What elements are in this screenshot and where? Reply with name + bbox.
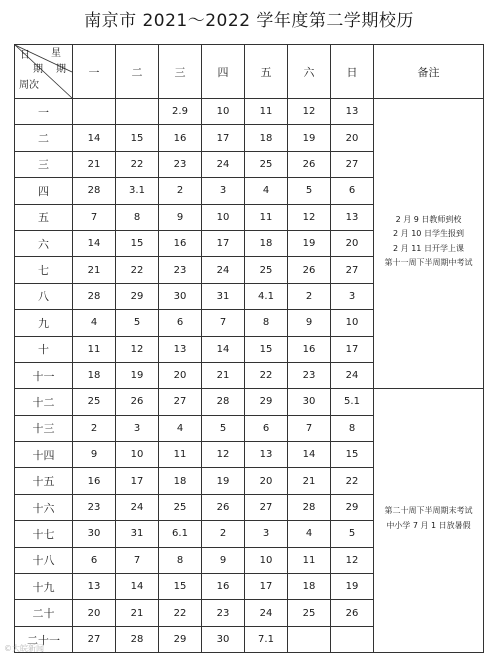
date-cell: 30 [288, 389, 331, 415]
date-cell: 7 [73, 204, 116, 230]
date-cell: 28 [202, 389, 245, 415]
date-cell: 17 [202, 125, 245, 151]
date-cell: 21 [73, 151, 116, 177]
date-cell: 28 [116, 626, 159, 652]
date-cell: 6 [331, 178, 374, 204]
date-cell: 6 [73, 547, 116, 573]
date-cell: 6 [245, 415, 288, 441]
note-line: 2 月 10 日学生报到 [393, 229, 464, 239]
date-cell: 22 [116, 151, 159, 177]
date-cell: 25 [288, 600, 331, 626]
date-cell: 19 [288, 230, 331, 256]
calendar-body [15, 99, 484, 653]
date-cell: 5 [116, 310, 159, 336]
date-cell: 24 [331, 362, 374, 388]
date-cell: 12 [116, 336, 159, 362]
day-header-sun: 日 [331, 45, 374, 99]
week-label: 十三 [15, 415, 73, 441]
date-cell: 14 [116, 574, 159, 600]
date-cell: 30 [73, 521, 116, 547]
date-cell: 27 [331, 257, 374, 283]
date-cell: 10 [202, 204, 245, 230]
date-cell: 3 [331, 283, 374, 309]
date-cell: 13 [245, 442, 288, 468]
header-row [15, 45, 484, 99]
note-line: 第二十周下半周期末考试 [384, 506, 473, 516]
week-label: 八 [15, 283, 73, 309]
week-label: 二 [15, 125, 73, 151]
date-cell: 27 [331, 151, 374, 177]
week-label: 二十 [15, 600, 73, 626]
date-cell: 31 [116, 521, 159, 547]
date-cell: 15 [116, 125, 159, 151]
date-cell: 8 [116, 204, 159, 230]
date-cell: 31 [202, 283, 245, 309]
date-cell: 4 [288, 521, 331, 547]
week-label: 五 [15, 204, 73, 230]
date-cell: 18 [159, 468, 202, 494]
date-cell: 13 [331, 99, 374, 125]
date-cell: 12 [288, 99, 331, 125]
date-cell: 23 [202, 600, 245, 626]
date-cell: 21 [116, 600, 159, 626]
week-label: 十八 [15, 547, 73, 573]
date-cell: 28 [73, 283, 116, 309]
date-cell: 21 [73, 257, 116, 283]
date-cell: 16 [73, 468, 116, 494]
date-cell: 6 [159, 310, 202, 336]
week-label: 六 [15, 230, 73, 256]
note-line: 中小学 7 月 1 日放暑假 [386, 520, 471, 530]
corner-header-cell [15, 45, 73, 99]
date-cell: 21 [202, 362, 245, 388]
table-row [15, 389, 484, 415]
date-cell: 25 [159, 494, 202, 520]
date-cell [73, 99, 116, 125]
week-label: 十五 [15, 468, 73, 494]
date-cell: 9 [159, 204, 202, 230]
note-line: 2 月 11 日开学上课 [393, 243, 464, 253]
date-cell [288, 626, 331, 652]
date-cell: 28 [288, 494, 331, 520]
date-cell: 17 [116, 468, 159, 494]
date-cell: 13 [73, 574, 116, 600]
date-cell: 14 [73, 230, 116, 256]
date-cell: 5 [331, 521, 374, 547]
date-cell: 8 [331, 415, 374, 441]
date-cell: 17 [331, 336, 374, 362]
notes-header: 备注 [374, 45, 484, 99]
date-cell: 15 [159, 574, 202, 600]
table-row [15, 99, 484, 125]
week-label: 十四 [15, 442, 73, 468]
date-cell: 13 [159, 336, 202, 362]
date-cell: 29 [159, 626, 202, 652]
date-cell: 24 [116, 494, 159, 520]
date-cell: 26 [331, 600, 374, 626]
date-cell: 29 [116, 283, 159, 309]
date-cell [331, 626, 374, 652]
date-cell: 24 [202, 151, 245, 177]
date-cell: 12 [288, 204, 331, 230]
date-cell: 3 [116, 415, 159, 441]
date-cell: 20 [159, 362, 202, 388]
day-header-tue: 二 [116, 45, 159, 99]
date-cell: 4 [159, 415, 202, 441]
date-cell: 2 [288, 283, 331, 309]
date-cell: 9 [202, 547, 245, 573]
week-label: 十六 [15, 494, 73, 520]
date-cell: 2 [202, 521, 245, 547]
date-cell: 6.1 [159, 521, 202, 547]
date-cell: 27 [159, 389, 202, 415]
week-label: 十七 [15, 521, 73, 547]
date-cell: 19 [288, 125, 331, 151]
date-cell: 26 [288, 151, 331, 177]
date-cell: 4.1 [245, 283, 288, 309]
date-cell: 2 [73, 415, 116, 441]
date-cell: 17 [202, 230, 245, 256]
date-cell: 16 [159, 125, 202, 151]
date-cell: 19 [202, 468, 245, 494]
date-cell: 7 [202, 310, 245, 336]
date-cell: 7 [288, 415, 331, 441]
date-cell: 17 [245, 574, 288, 600]
date-cell: 9 [288, 310, 331, 336]
date-cell: 4 [245, 178, 288, 204]
date-cell: 24 [245, 600, 288, 626]
date-cell: 18 [245, 230, 288, 256]
week-label: 十 [15, 336, 73, 362]
corner-ri: 日 [20, 50, 30, 61]
date-cell: 7.1 [245, 626, 288, 652]
date-cell: 16 [288, 336, 331, 362]
notes-cell-upper [374, 99, 484, 389]
date-cell: 8 [159, 547, 202, 573]
date-cell: 22 [331, 468, 374, 494]
notes-cell-lower [374, 389, 484, 653]
date-cell: 18 [245, 125, 288, 151]
date-cell: 22 [116, 257, 159, 283]
day-header-fri: 五 [245, 45, 288, 99]
week-label: 九 [15, 310, 73, 336]
date-cell: 7 [116, 547, 159, 573]
date-cell: 11 [245, 204, 288, 230]
date-cell: 9 [73, 442, 116, 468]
date-cell: 10 [202, 99, 245, 125]
date-cell: 14 [202, 336, 245, 362]
date-cell: 11 [159, 442, 202, 468]
date-cell: 10 [245, 547, 288, 573]
week-label: 四 [15, 178, 73, 204]
corner-zhouci: 周次 [19, 80, 39, 91]
date-cell: 11 [73, 336, 116, 362]
date-cell: 3 [245, 521, 288, 547]
date-cell: 3 [202, 178, 245, 204]
date-cell: 5.1 [331, 389, 374, 415]
date-cell: 12 [202, 442, 245, 468]
date-cell: 11 [245, 99, 288, 125]
date-cell: 2.9 [159, 99, 202, 125]
date-cell: 21 [288, 468, 331, 494]
date-cell: 25 [73, 389, 116, 415]
date-cell: 13 [331, 204, 374, 230]
date-cell: 16 [159, 230, 202, 256]
date-cell: 5 [288, 178, 331, 204]
date-cell: 18 [73, 362, 116, 388]
week-label: 十二 [15, 389, 73, 415]
date-cell: 25 [245, 151, 288, 177]
date-cell: 23 [159, 151, 202, 177]
date-cell: 5 [202, 415, 245, 441]
date-cell: 19 [331, 574, 374, 600]
date-cell: 4 [73, 310, 116, 336]
week-label: 一 [15, 99, 73, 125]
date-cell: 18 [288, 574, 331, 600]
date-cell: 2 [159, 178, 202, 204]
date-cell: 27 [245, 494, 288, 520]
date-cell: 26 [288, 257, 331, 283]
school-calendar-table [14, 44, 484, 653]
date-cell: 23 [73, 494, 116, 520]
date-cell: 20 [331, 125, 374, 151]
date-cell: 10 [331, 310, 374, 336]
date-cell: 15 [245, 336, 288, 362]
date-cell: 10 [116, 442, 159, 468]
date-cell: 30 [159, 283, 202, 309]
date-cell: 14 [288, 442, 331, 468]
day-header-sat: 六 [288, 45, 331, 99]
week-label: 三 [15, 151, 73, 177]
date-cell: 16 [202, 574, 245, 600]
date-cell: 11 [288, 547, 331, 573]
corner-qi-2: 期 [56, 64, 66, 75]
date-cell: 3.1 [116, 178, 159, 204]
date-cell: 27 [73, 626, 116, 652]
day-header-thu: 四 [202, 45, 245, 99]
watermark: ©大皖新闻 [4, 644, 44, 653]
date-cell: 25 [245, 257, 288, 283]
date-cell: 26 [202, 494, 245, 520]
date-cell: 23 [288, 362, 331, 388]
date-cell [116, 99, 159, 125]
week-label: 十一 [15, 362, 73, 388]
day-header-mon: 一 [73, 45, 116, 99]
date-cell: 12 [331, 547, 374, 573]
date-cell: 26 [116, 389, 159, 415]
note-line: 第十一周下半周期中考试 [384, 258, 473, 268]
date-cell: 28 [73, 178, 116, 204]
date-cell: 30 [202, 626, 245, 652]
date-cell: 23 [159, 257, 202, 283]
date-cell: 19 [116, 362, 159, 388]
corner-xing: 星 [51, 48, 61, 59]
week-label: 七 [15, 257, 73, 283]
page-title: 南京市 2021～2022 学年度第二学期校历 [84, 11, 414, 31]
date-cell: 29 [331, 494, 374, 520]
date-cell: 14 [73, 125, 116, 151]
note-line: 2 月 9 日教师到校 [395, 214, 462, 224]
day-header-wed: 三 [159, 45, 202, 99]
date-cell: 29 [245, 389, 288, 415]
date-cell: 20 [73, 600, 116, 626]
date-cell: 22 [159, 600, 202, 626]
date-cell: 22 [245, 362, 288, 388]
date-cell: 20 [331, 230, 374, 256]
date-cell: 15 [116, 230, 159, 256]
date-cell: 8 [245, 310, 288, 336]
date-cell: 24 [202, 257, 245, 283]
date-cell: 15 [331, 442, 374, 468]
date-cell: 20 [245, 468, 288, 494]
corner-qi-1: 期 [33, 64, 43, 75]
week-label: 十九 [15, 574, 73, 600]
week-label: 二十一 [15, 626, 73, 652]
